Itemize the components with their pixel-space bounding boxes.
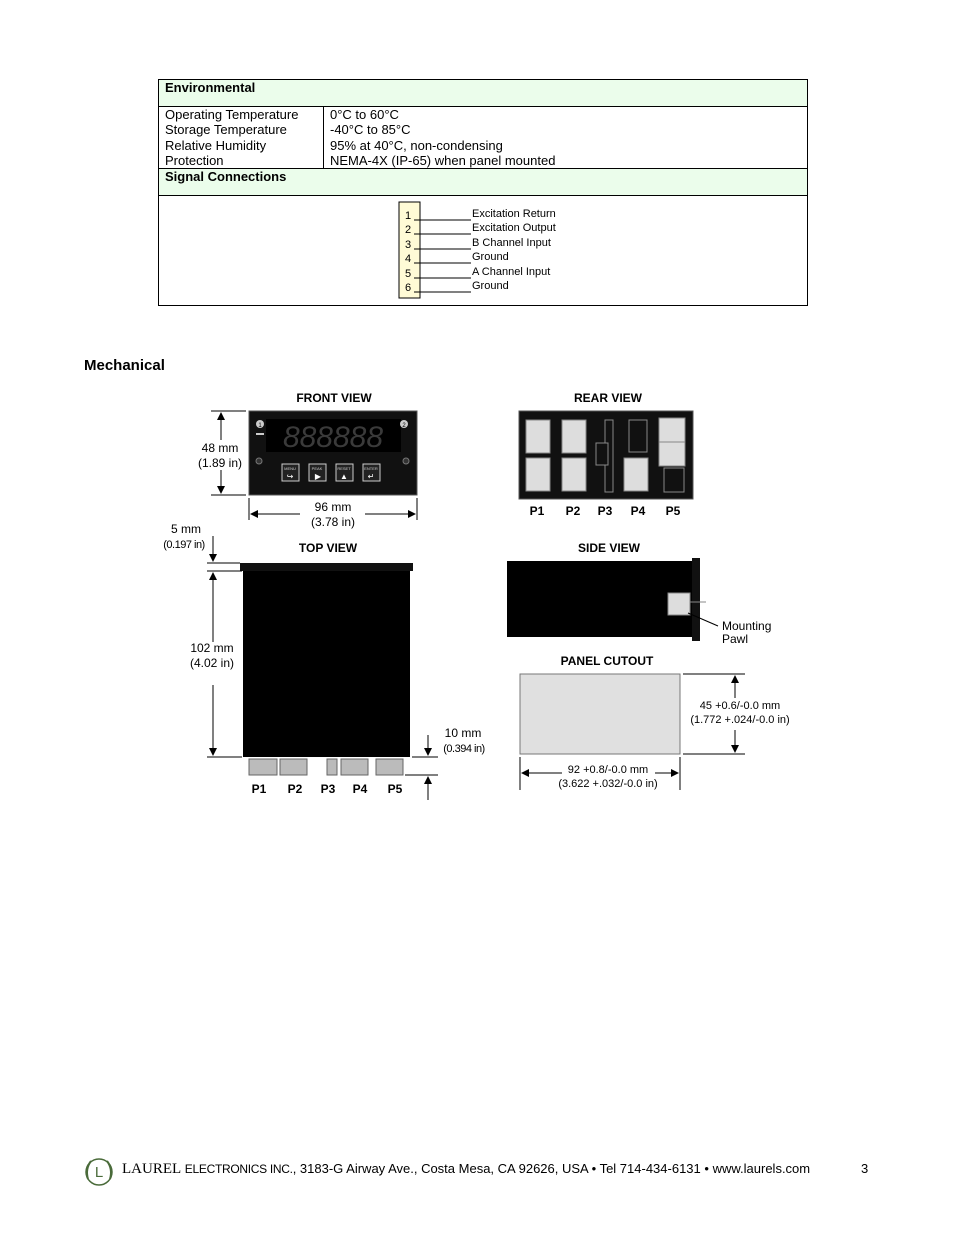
bezel-screw-icon (256, 458, 262, 464)
signal-connector-diagram (165, 196, 801, 305)
cutout-width-mm: 92 +0.8/-0.0 mm (567, 764, 649, 776)
height-mm-label: 48 mm (201, 441, 239, 455)
p3-tab (596, 443, 608, 465)
side-view-title: SIDE VIEW (577, 541, 641, 555)
port-label: P5 (665, 504, 681, 518)
bezel-in-label: (0.197 in) (163, 539, 205, 551)
footer-company: ELECTRONICS INC. (184, 1162, 293, 1176)
led-2-label: 2 (402, 423, 406, 429)
menu-button-label: MENU (284, 466, 296, 471)
env-label: Relative Humidity (165, 137, 267, 153)
display-digits: 888888 (282, 421, 384, 454)
conn-mm-label: 10 mm (444, 726, 482, 740)
bezel-screw-icon (403, 458, 409, 464)
port-label: P4 (630, 504, 646, 518)
p2-upper-connector (562, 420, 586, 453)
pawl-label-2: Pawl (722, 632, 749, 646)
port-label: P2 (287, 782, 303, 796)
p5-upper-connector (659, 418, 685, 442)
environmental-labels (159, 107, 324, 169)
port-label: P1 (251, 782, 267, 796)
top-housing (243, 571, 410, 757)
cutout-height-mm: 45 +0.6/-0.0 mm (699, 700, 781, 712)
led-1-label: 1 (258, 423, 262, 429)
menu-arrow-icon: ↪ (286, 472, 294, 481)
pin-signal-name: A Channel Input (472, 266, 551, 279)
port-label: P4 (352, 782, 368, 796)
env-label: Operating Temperature (165, 107, 299, 122)
page-number: 3 (861, 1161, 869, 1176)
env-value: NEMA-4X (IP-65) when panel mounted (330, 152, 556, 168)
footer-address: , 3183-G Airway Ave., Costa Mesa, CA 92626, USA (292, 1161, 588, 1176)
top-p4-plug (341, 759, 368, 775)
pin-number: 4 (405, 253, 412, 266)
width-in-label: (3.78 in) (310, 515, 356, 529)
spec-table (158, 79, 808, 306)
port-label: P3 (320, 782, 336, 796)
mechanical-title: Mechanical (84, 357, 165, 374)
svg-text:L: L (94, 1164, 104, 1181)
footer-tel: Tel 714-434-6131 (599, 1161, 701, 1176)
top-p1-plug (249, 759, 277, 775)
pin-signal-name: Ground (472, 251, 509, 264)
port-label: P2 (565, 504, 581, 518)
bullet-icon: • (704, 1161, 709, 1176)
top-p5-plug (376, 759, 403, 775)
p4-connector (624, 458, 648, 491)
laurel-logo-icon (82, 1155, 116, 1189)
depth-mm-label: 102 mm (190, 641, 234, 655)
p1-upper-connector (526, 420, 550, 453)
enter-button-label: ENTER (364, 466, 378, 471)
cutout-height-in: (1.772 +.024/-0.0 in) (690, 714, 790, 726)
top-view-title: TOP VIEW (298, 541, 358, 555)
pin-signal-name: B Channel Input (472, 237, 551, 250)
pin-number: 5 (405, 268, 412, 281)
pin-signal-name: Ground (472, 280, 509, 293)
top-p3-plug (327, 759, 337, 775)
environmental-header: Environmental (159, 80, 808, 107)
footer-web[interactable]: www.laurels.com (712, 1161, 811, 1176)
side-bezel (692, 558, 700, 641)
top-p2-plug (280, 759, 307, 775)
cutout-width-in: (3.622 +.032/-0.0 in) (558, 778, 658, 790)
environmental-values (324, 107, 808, 169)
bullet-icon: • (591, 1161, 597, 1176)
rear-view-title: REAR VIEW (573, 391, 643, 405)
height-in-label: (1.89 in) (197, 456, 243, 470)
signal-diagram-cell (159, 196, 808, 306)
pawl-label-1: Mounting (722, 619, 772, 633)
env-value: -40°C to 85°C (330, 122, 411, 138)
port-label: P3 (597, 504, 613, 518)
pin-number: 1 (405, 210, 412, 223)
signal-header: Signal Connections (159, 169, 808, 196)
up-arrow-icon: ▲ (340, 472, 348, 481)
peak-button-label: PEAK (311, 466, 323, 471)
env-label: Protection (165, 152, 224, 168)
port-label: P1 (529, 504, 545, 518)
footer (82, 1155, 882, 1189)
p5-slot (664, 468, 684, 492)
pin-signal-name: Excitation Return (472, 208, 556, 221)
p4-slot (629, 420, 647, 452)
reset-button-label: RESET (337, 466, 351, 471)
p2-lower-connector (562, 458, 586, 491)
panel-cutout-title: PANEL CUTOUT (560, 654, 654, 668)
conn-in-label: (0.394 in) (443, 743, 485, 755)
mechanical-drawing (0, 380, 954, 810)
play-icon: ▶ (314, 472, 322, 481)
p5-lower-connector (659, 442, 685, 466)
depth-in-label: (4.02 in) (189, 656, 235, 670)
minus-sign-icon (256, 433, 264, 435)
front-view-title: FRONT VIEW (296, 391, 372, 405)
env-label: Storage Temperature (165, 122, 287, 138)
p1-lower-connector (526, 458, 550, 491)
mounting-pawl (668, 593, 690, 615)
footer-brand: LAUREL (122, 1161, 182, 1177)
width-mm-label: 96 mm (314, 500, 352, 514)
port-label: P5 (387, 782, 403, 796)
top-bezel (240, 563, 413, 571)
side-housing (507, 561, 693, 637)
pin-number: 2 (405, 224, 412, 237)
env-value: 0°C to 60°C (330, 107, 399, 122)
pin-signal-name: Excitation Output (472, 222, 556, 235)
env-value: 95% at 40°C, non-condensing (330, 137, 503, 153)
cutout-rect (520, 674, 680, 754)
pin-number: 6 (405, 282, 412, 295)
enter-arrow-icon: ↵ (367, 472, 375, 481)
pin-number: 3 (405, 239, 412, 252)
bezel-mm-label: 5 mm (171, 522, 201, 536)
